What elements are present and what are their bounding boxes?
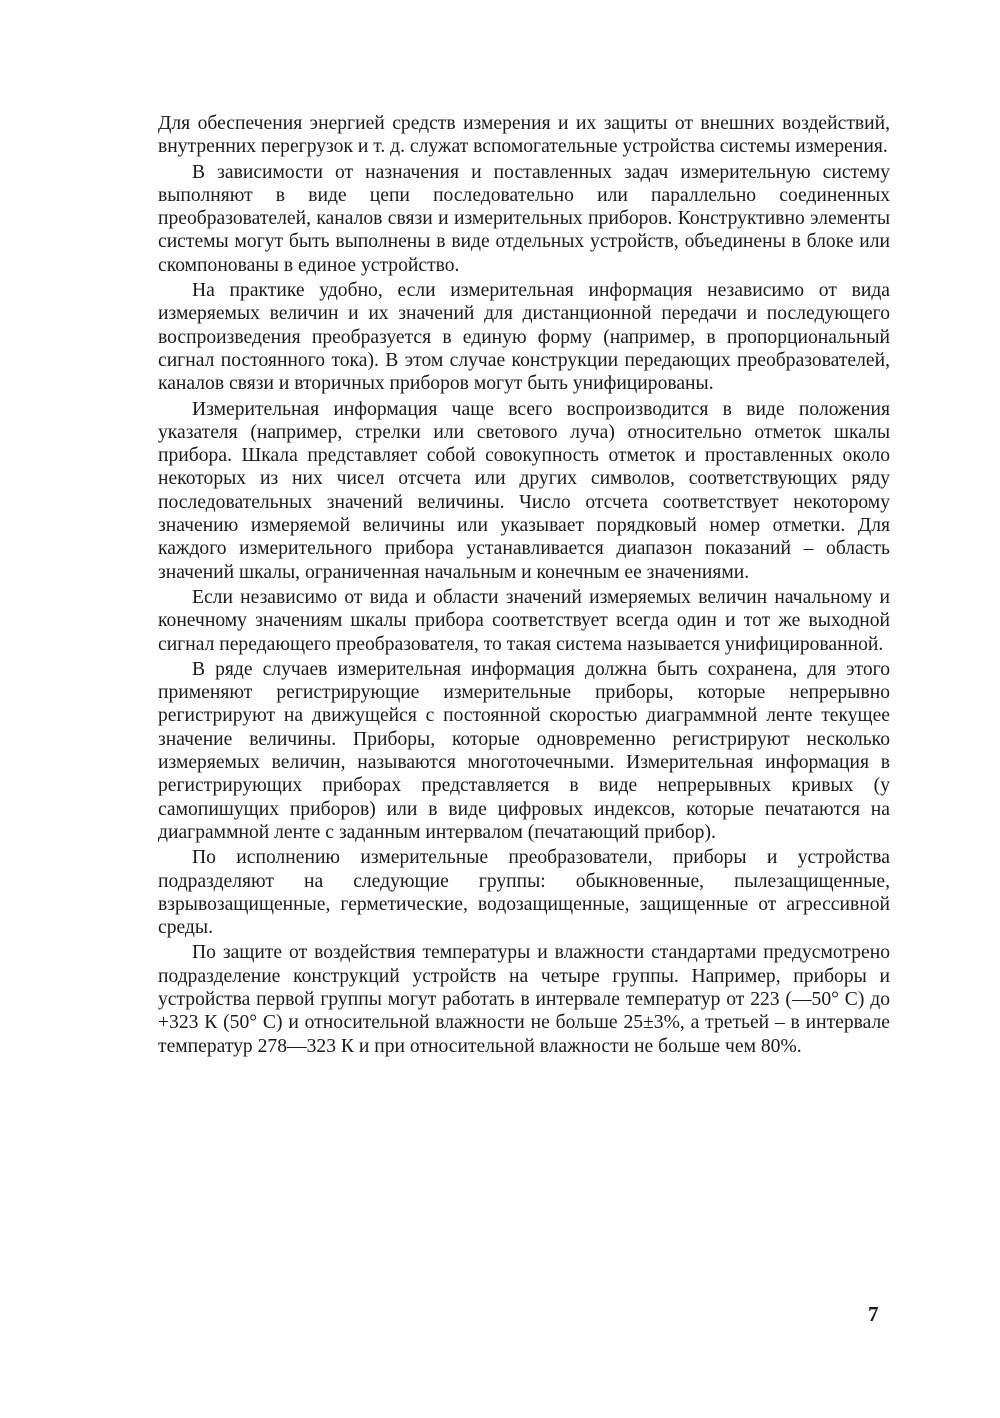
paragraph-auxiliary-devices: Для обеспечения энергией средств измерения и их защиты от внешних воздействий, внутренних перегрузок и т. д. служат вспомогательные устройства системы измерения.: [158, 113, 890, 158]
page-number: 7: [868, 1302, 879, 1326]
paragraph-temperature-humidity: По защите от воздействия температуры и влажности стандартами предусмотрено подразделение конструкций устройств на четыре группы. Например, приборы и устройства первой группы могут работать в интервале температур от 223 (—50° С) до +323 К (50° С) и относительной влажности не больше 25±3%, а третьей – в интервале температур 278—323 К и при относительной влажности не больше чем 80%.: [158, 942, 890, 1057]
paragraph-recording-instruments: В ряде случаев измерительная информация должна быть сохранена, для этого применяют регистрирующие измерительные приборы, которые непрерывно регистрируют на движущейся с постоянной скоростью диаграммной ленте текущее значение величины. Приборы, которые одновременно регистрируют несколько измеряемых величин, называются многоточечными. Измерительная информация в регистрирующих приборах представляется в виде непрерывных кривых (у самопишущих приборов) или в виде цифровых индексов, которые печатаются на диаграммной ленте с заданным интервалом (печатающий прибор).: [158, 658, 890, 843]
paragraph-unified-system: Если независимо от вида и области значений измеряемых величин начальному и конечному значениям шкалы прибора соответствует всегда один и тот же выходной сигнал передающего преобразователя, то такая система называется унифицированной.: [158, 586, 890, 655]
page-body: [158, 112, 890, 1058]
paragraph-measuring-system: В зависимости от назначения и поставленных задач измерительную систему выполняют в виде цепи последовательно или параллельно соединенных преобразователей, каналов связи и измерительных приборов. Конструктивно элементы системы могут быть выполнены в виде отдельных устройств, объединены в блоке или скомпонованы в единое устройство.: [158, 161, 890, 276]
paragraph-design-groups: По исполнению измерительные преобразователи, приборы и устройства подразделяют на следующие группы: обыкновенные, пылезащищенные, взрывозащищенные, герметические, водозащищенные, защищенные от агрессивной среды.: [158, 847, 890, 939]
paragraph-scale: Измерительная информация чаще всего воспроизводится в виде положения указателя (например, стрелки или светового луча) относительно отметок шкалы прибора. Шкала представляет собой совокупность отметок и проставленных около некоторых из них чисел отсчета или других символов, соответствующих ряду последовательных значений величины. Число отсчета соответствует некоторому значению измеряемой величины или указывает порядковый номер отметки. Для каждого измерительного прибора устанавливается диапазон показаний – область значений шкалы, ограниченная начальным и конечным ее значениями.: [158, 398, 890, 583]
paragraph-unified-form: На практике удобно, если измерительная информация независимо от вида измеряемых величин и их значений для дистанционной передачи и последующего воспроизведения преобразуется в единую форму (например, в пропорциональный сигнал постоянного тока). В этом случае конструкции передающих преобразователей, каналов связи и вторичных приборов могут быть унифицированы.: [158, 280, 890, 395]
